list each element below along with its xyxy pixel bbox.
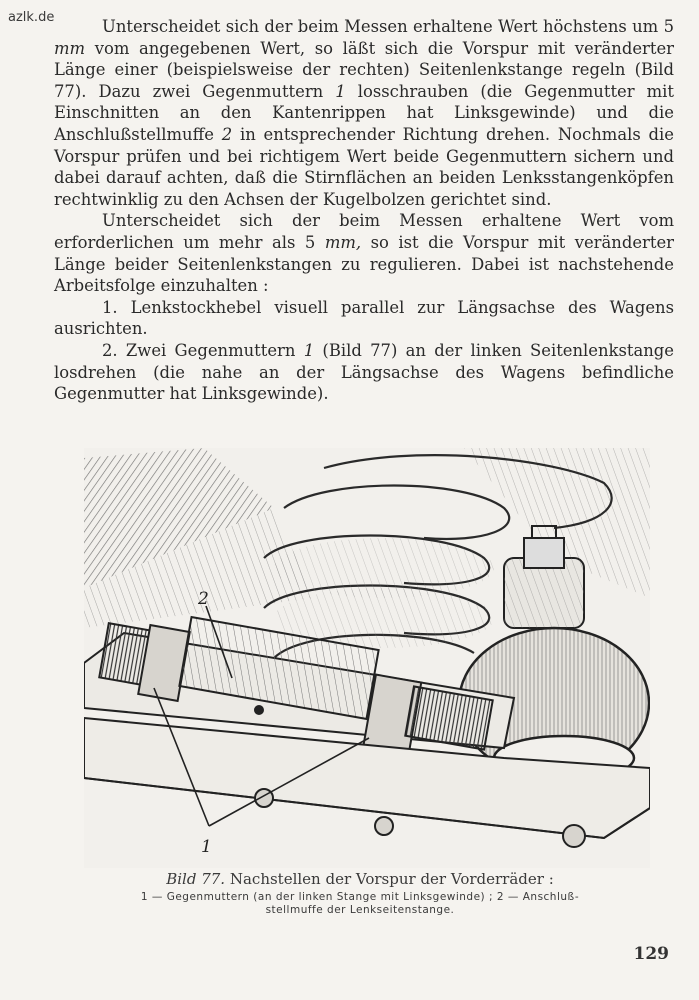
text-run: vom angegebenen Wert, so läßt sich die Vorspur mit veränderter Länge einer (beispielsweise der rechten) Seitenlenkstange regeln (Bild 77). Dazu zwei Gegenmuttern bbox=[54, 38, 674, 101]
text-run: Unterscheidet sich der beim Messen erhaltene Wert höchstens um 5 bbox=[102, 17, 674, 36]
text-ref: 1 bbox=[303, 340, 315, 360]
step-1: 1. Lenkstockhebel visuell parallel zur Längsachse des Wagens ausrichten. bbox=[54, 297, 674, 339]
caption-legend bbox=[40, 891, 680, 917]
figure-caption bbox=[40, 870, 680, 917]
paragraph-2 bbox=[54, 210, 674, 296]
page-number: 129 bbox=[633, 944, 669, 964]
bolt-head bbox=[563, 825, 585, 847]
bolt-head bbox=[375, 817, 393, 835]
figure-77-illustration bbox=[84, 448, 650, 868]
callout-label-2: 2 bbox=[198, 589, 209, 609]
text-run: losschrauben (die Gegenmutter mit Einschnitten an den Kantenrippen hat Linksgewinde) und die Anschlußstellmuffe bbox=[54, 81, 674, 144]
text-run: so ist die Vorspur mit veränderter Länge beider Seitenlenkstangen zu regulieren. Dabei ist nachstehende Arbeitsfolge einzuhalten : bbox=[54, 232, 674, 296]
watermark: azlk.de bbox=[8, 10, 55, 25]
caption-legend-line-1: 1 — Gegenmuttern (an der linken Stange mit Linksgewinde) ; 2 — Anschluß- bbox=[140, 891, 580, 903]
text-run: in entsprechender Richtung drehen. Nochmals die Vorspur prüfen und bei richtigem Wert beide Gegenmuttern sichern und dabei darauf achten, daß die Stirnflächen an beiden Lenksstangenköpfen rechtwinklig zu den Achsen der Kugelbolzen gerichtet sind. bbox=[54, 124, 674, 209]
caption-title bbox=[40, 870, 680, 888]
caption-title-text: Nachstellen der Vorspur der Vorderräder : bbox=[229, 870, 554, 888]
body-text bbox=[54, 16, 674, 405]
steering-rod-drawing bbox=[84, 448, 650, 868]
paragraph-1 bbox=[54, 16, 674, 210]
text-run: 2. Zwei Gegenmuttern bbox=[102, 340, 304, 360]
caption-label: Bild 77. bbox=[166, 870, 226, 888]
text-unit: mm, bbox=[324, 232, 362, 252]
text-unit: mm bbox=[54, 38, 86, 58]
text-run: Unterscheidet sich der beim Messen erhaltene Wert vom erforderlichen um mehr als 5 bbox=[54, 211, 674, 252]
caption-legend-line-2: stellmuffe der Lenkseitenstange. bbox=[265, 904, 455, 916]
step-2 bbox=[54, 340, 674, 405]
callout-label-1: 1 bbox=[201, 837, 212, 857]
text-run: (Bild 77) an der linken Seitenlenkstange losdrehen (die nahe an der Längsachse des Wagens befindliche Gegenmutter hat Linksgewinde). bbox=[54, 340, 674, 404]
text-ref: 1 bbox=[335, 81, 346, 101]
text-ref: 2 bbox=[221, 124, 233, 144]
